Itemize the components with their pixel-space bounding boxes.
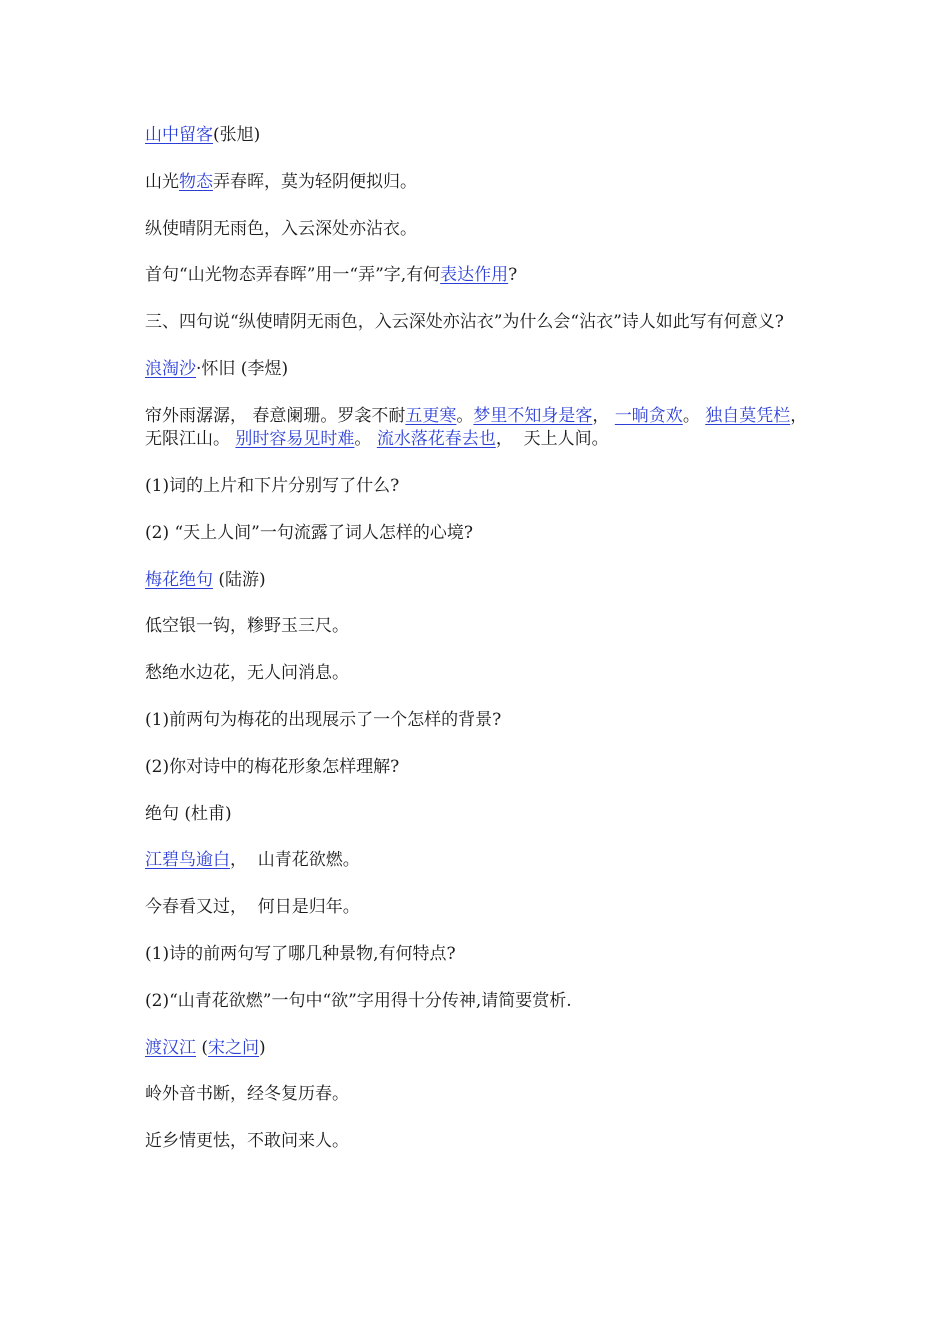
paragraph-p2: [145, 171, 815, 194]
text-run: 首句“山光物态弄春晖”用一“弄”字,有何: [145, 265, 441, 286]
hyperlink[interactable]: 江碧鸟逾白: [145, 850, 230, 871]
hyperlink[interactable]: 独自莫凭栏: [705, 405, 791, 426]
text-run: ，: [592, 405, 615, 426]
text-run: 帘外雨潺潺， 春意阑珊。罗衾不耐: [145, 405, 406, 426]
paragraph-p8: [145, 475, 815, 498]
hyperlink[interactable]: 流水落花春去也: [376, 429, 496, 450]
paragraph-p17: [145, 896, 815, 919]
text-run: (: [196, 1037, 209, 1058]
paragraph-p16: [145, 849, 815, 872]
paragraph-p6: [145, 358, 815, 381]
paragraph-p13: [145, 709, 815, 732]
text-run: 愁绝水边花，无人问消息。: [145, 663, 349, 684]
hyperlink[interactable]: 梦里不知身是客: [473, 405, 593, 426]
text-run: ，无限江山。: [145, 405, 808, 450]
text-run: 山光: [145, 171, 179, 192]
text-run: ， 天上人间。: [495, 429, 609, 450]
hyperlink[interactable]: 物态: [179, 171, 213, 192]
hyperlink[interactable]: 渡汉江: [145, 1037, 196, 1058]
hyperlink[interactable]: 山中留客: [145, 125, 213, 145]
paragraph-p5: [145, 311, 815, 334]
text-run: (1)词的上片和下片分别写了什么?: [145, 475, 400, 496]
paragraph-p4: [145, 264, 815, 287]
paragraph-p14: [145, 756, 815, 779]
text-run: 今春看又过， 何日是归年。: [145, 897, 360, 918]
text-run: (1)前两句为梅花的出现展示了一个怎样的背景?: [145, 709, 502, 730]
paragraph-p15: [145, 803, 815, 826]
text-run: (2) “天上人间”一句流露了词人怎样的心境?: [145, 522, 473, 543]
text-run: (2)你对诗中的梅花形象怎样理解?: [145, 756, 400, 777]
text-run: 低空银一钩，糁野玉三尺。: [145, 616, 349, 637]
paragraph-p18: [145, 943, 815, 966]
text-run: 。: [354, 429, 377, 450]
hyperlink[interactable]: 梅花绝句: [145, 569, 213, 590]
hyperlink[interactable]: 宋之问: [208, 1037, 260, 1058]
hyperlink[interactable]: 一晌贪欢: [614, 405, 683, 426]
paragraph-p7: [145, 405, 815, 452]
paragraph-p1: [145, 124, 815, 147]
text-run: (陆游): [213, 569, 266, 590]
paragraph-p11: [145, 615, 815, 638]
hyperlink[interactable]: 别时容易见时难: [235, 429, 355, 450]
text-run: ?: [508, 265, 518, 286]
paragraph-p12: [145, 662, 815, 685]
hyperlink[interactable]: 表达作用: [440, 265, 509, 286]
document-body: [145, 124, 815, 1177]
text-run: ·怀旧 (李煜): [196, 358, 289, 379]
text-run: 纵使晴阴无雨色，入云深处亦沾衣。: [145, 218, 417, 239]
paragraph-p10: [145, 569, 815, 592]
paragraph-p20: [145, 1037, 815, 1060]
hyperlink[interactable]: 浪淘沙: [145, 358, 196, 379]
paragraph-p19: [145, 990, 815, 1013]
paragraph-p9: [145, 522, 815, 545]
text-run: 。: [456, 405, 474, 426]
text-run: 。: [682, 405, 706, 426]
text-run: ): [259, 1037, 266, 1058]
text-run: ， 山青花欲燃。: [230, 850, 360, 871]
paragraph-p22: [145, 1130, 815, 1153]
text-run: (张旭): [213, 125, 261, 145]
paragraph-p3: [145, 218, 815, 241]
hyperlink[interactable]: 五更寒: [405, 405, 457, 426]
paragraph-p21: [145, 1083, 815, 1106]
text-run: 弄春晖，莫为轻阴便拟归。: [213, 171, 417, 192]
text-run: 三、四句说“纵使晴阴无雨色，入云深处亦沾衣”为什么会“沾衣”诗人如此写有何意义?: [145, 312, 784, 333]
text-run: 绝句 (杜甫): [145, 803, 232, 824]
text-run: 岭外音书断，经冬复历春。: [145, 1084, 349, 1105]
text-run: (1)诗的前两句写了哪几种景物,有何特点?: [145, 943, 456, 964]
text-run: (2)“山青花欲燃”一句中“欲”字用得十分传神,请简要赏析.: [145, 990, 572, 1011]
text-run: 近乡情更怯，不敢问来人。: [145, 1131, 349, 1152]
